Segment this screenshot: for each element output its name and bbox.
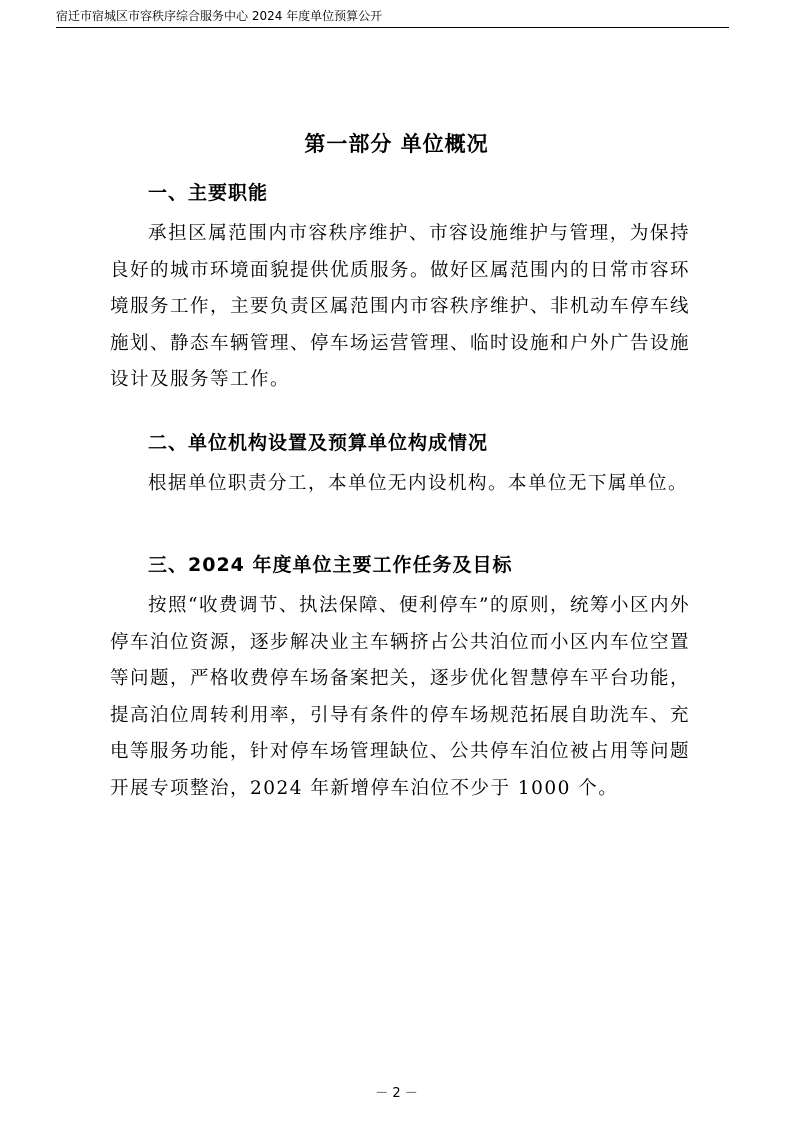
page-title: 第一部分 单位概况	[304, 132, 489, 156]
section-body-main-functions: 承担区属范围内市容秩序维护、市容设施维护与管理，为保持良好的城市环境面貌提供优质服务。做好区属范围内的日常市容环境服务工作，主要负责区属范围内市容秩序维护、非机动车停车线施划、静态车辆管理、停车场运营管理、临时设施和户外广告设施设计及服务等工作。	[110, 223, 691, 390]
header-divider	[56, 27, 729, 28]
section-heading-organization: 二、单位机构设置及预算单位构成情况	[148, 432, 489, 454]
section-body-organization: 根据单位职责分工，本单位无内设机构。本单位无下属单位。	[148, 473, 689, 494]
section-heading-tasks-goals: 三、2024 年度单位主要工作任务及目标	[148, 554, 513, 576]
page-header: 宿迁市宿城区市容秩序综合服务中心 2024 年度单位预算公开	[56, 9, 383, 23]
section-heading-main-functions: 一、主要职能	[148, 182, 269, 204]
page-number: － 2 －	[375, 1086, 418, 1101]
section-body-tasks-goals: 按照“收费调节、执法保障、便利停车”的原则，统筹小区内外停车泊位资源，逐步解决业主车辆挤占公共泊位而小区内车位空置等问题，严格收费停车场备案把关，逐步优化智慧停车平台功能，提高泊位周转利用率，引导有条件的停车场规范拓展自助洗车、充电等服务功能，针对停车场管理缺位、公共停车泊位被占用等问题开展专项整治，2024 年新增停车泊位不少于 1000 个。	[110, 595, 691, 799]
